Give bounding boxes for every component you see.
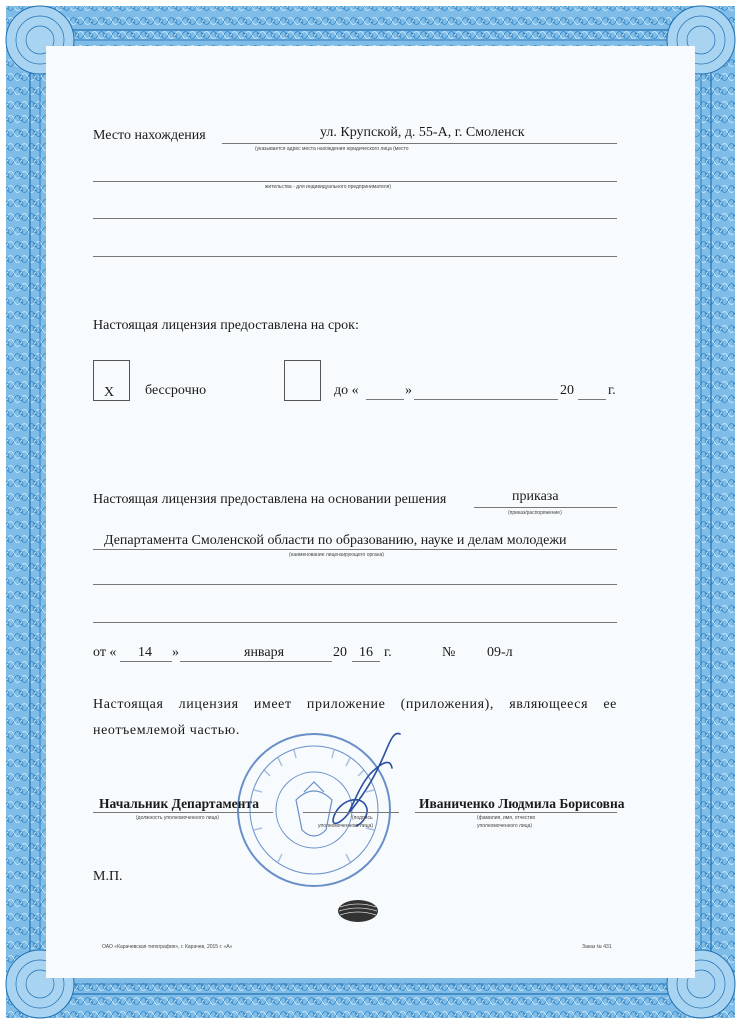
basis-heading: Настоящая лицензия предоставлена на основании решения [93,492,447,507]
date-year-suffix: г. [384,645,392,660]
date-day: 14 [138,645,152,660]
date-year: 16 [359,645,373,660]
until-prefix: до « [334,383,359,398]
signer-name: Иваниченко Людмила Борисовна [419,796,625,811]
authority-hint: (наименование лицензирующего органа) [289,552,384,558]
sign-hint-1: (подпись [352,815,373,821]
location-hint-2: жительства - для индивидуального предпринимателя) [265,184,392,190]
term-heading: Настоящая лицензия предоставлена на срок: [93,318,359,333]
date-month: января [244,645,285,660]
decision-type: приказа [512,489,559,504]
signer-position: Начальник Департамента [99,796,259,811]
unlimited-label: бессрочно [145,383,207,398]
security-emblem [336,898,380,924]
location-value: ул. Крупской, д. 55-А, г. Смоленск [320,125,525,140]
location-label: Место нахождения [93,128,206,143]
until-year-suffix: г. [608,383,616,398]
date-from-prefix: от « [93,645,117,660]
date-quote-close: » [172,645,179,660]
until-checkbox [284,360,321,401]
authority-name: Департамента Смоленской области по образованию, науке и делам молодежи [104,533,567,548]
appendix-text: Настоящая лицензия имеет приложение (приложения), являющееся ее неотъемлемой частью. [93,697,617,738]
license-number: 09-л [487,645,513,660]
order-number: Заказ № 431 [582,944,612,950]
printer-note: ОАО «Карачевская типография», г. Карачев, 2015 г. «А» [102,944,233,950]
location-hint-1: (указывается адрес места нахождения юридического лица (место [255,146,409,152]
signer-name-hint-2: уполномоченного лица) [477,823,533,829]
sign-hint-2: уполномоченного лица) [318,823,374,829]
signer-name-hint-1: (фамилия, имя, отчество [477,815,536,821]
signature-scribble [300,728,410,838]
until-year-prefix: 20 [560,383,574,398]
decision-hint: (приказ/распоряжение) [508,510,562,516]
signer-position-hint: (должность уполномоченного лица) [136,815,219,821]
seal-place-label: М.П. [93,869,123,884]
until-quote-close: » [405,383,412,398]
date-year-prefix: 20 [333,645,347,660]
unlimited-mark: Х [104,385,115,400]
number-sign: № [442,645,456,660]
